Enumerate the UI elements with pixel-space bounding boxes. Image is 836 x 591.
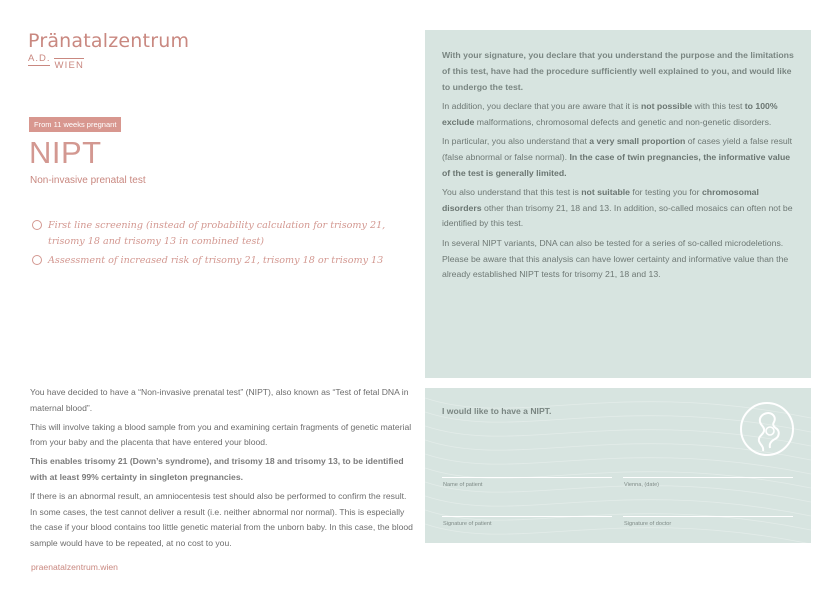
signature-panel [425,388,811,543]
text-run: other than trisomy 21, 18 and 13. In addition, so-called mosaics can often not be identified by this test. [442,202,793,229]
date-field-label: Vienna, (date) [624,482,660,488]
intro-text [30,385,415,555]
logo-subline [28,53,189,71]
name-field-label: Name of patient [443,482,483,488]
signature-heading: I would like to have a NIPT. [442,406,552,416]
intro-paragraph: If there is an abnormal result, an amniocentesis test should also be performed to confirm the result. In some cases, the test cannot deliver a result (i.e. neither abnormal nor normal). This is especially the case if your blood contains too little genetic material from the unborn baby. In this case, the blood sample would have to be repeated, at no cost to you. [30,491,413,548]
emphasis: In the case of twin pregnancies, the informative value of the test is generally limited. [442,151,791,178]
consent-paragraph: In several NIPT variants, DNA can also be tested for a series of so-called microdeletions. Please be aware that this analysis can have lower certainty and informative value than the already established NIPT tests for trisomy 21, 18 and 13. [442,237,789,280]
date-field-line[interactable] [623,477,793,478]
list-item-text: First line screening (instead of probability calculation for trisomy 21, trisomy 18 and trisomy 13 in combined test) [48,220,386,247]
page-subtitle: Non-invasive prenatal test [30,175,146,186]
name-field-line[interactable] [442,477,612,478]
logo-name: Pränatalzentrum [28,30,190,52]
text-run: In addition, you declare that you are aware that it is [442,100,641,111]
patient-signature-line[interactable] [442,516,612,517]
text-run: You also understand that this test is [442,186,582,197]
pregnancy-icon [739,401,795,457]
intro-paragraph: You have decided to have a “Non-invasive prenatal test” (NIPT), also known as “Test of fetal DNA in maternal blood”. [30,387,409,413]
indication-list [32,218,392,272]
consent-paragraph [442,134,794,181]
list-item [32,218,392,250]
circle-bullet-icon [32,220,42,230]
logo [28,30,189,71]
pregnancy-week-badge: From 11 weeks pregnant [29,117,121,132]
text-run: of cases yield a false result (false abnormal or false normal). [442,135,793,162]
page-title: NIPT [29,135,102,170]
doctor-signature-line[interactable] [623,516,793,517]
consent-panel [425,30,811,378]
doctor-signature-label: Signature of doctor [624,521,672,527]
website-link[interactable]: praenatalzentrum.wien [31,562,118,572]
consent-paragraph [442,185,794,232]
intro-highlight: This enables trisomy 21 (Down’s syndrome), and trisomy 18 and trisomy 13, to be identified with at least 99% certainty in singleton pregnancies. [30,456,404,482]
intro-paragraph: This will involve taking a blood sample from you and examining certain fragments of genetic material from your baby and the placenta that have entered your blood. [30,421,412,448]
emphasis: not possible [640,100,693,111]
list-item-text: Assessment of increased risk of trisomy 21, trisomy 18 or trisomy 13 [48,255,384,266]
emphasis: chromosomal disorders [442,186,759,213]
text-run: In particular, you also understand that [442,135,590,146]
consent-paragraph [442,99,794,131]
emphasis: a very small proportion [589,135,686,146]
patient-signature-label: Signature of patient [443,521,492,527]
text-run: with this test [692,100,745,111]
text-run: malformations, chromosomal defects and genetic and non-genetic disorders. [474,116,772,127]
emphasis: to 100% exclude [442,100,778,127]
circle-bullet-icon [32,255,42,265]
text-run: for testing you for [630,186,702,197]
logo-ad: A.D. [28,53,51,64]
consent-lead: With your signature, you declare that you understand the purpose and the limitations of this test, have had the procedure sufficiently well explained to you, and would like to undergo the test. [442,50,794,92]
logo-city: WIEN [54,60,85,71]
list-item [32,253,392,269]
emphasis: not suitable [581,186,630,197]
